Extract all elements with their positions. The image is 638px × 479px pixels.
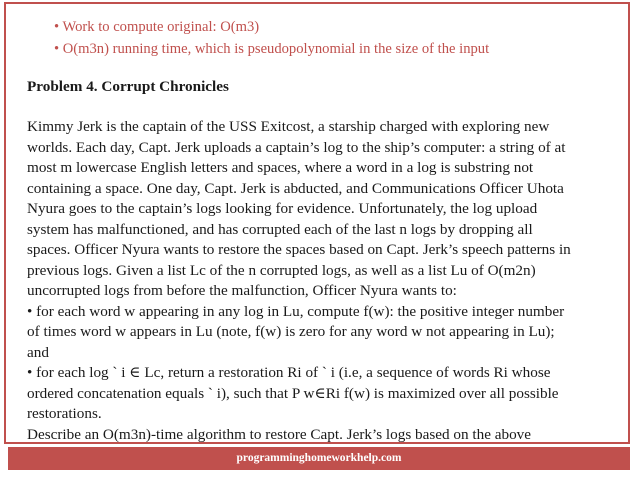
body-line: containing a space. One day, Capt. Jerk is abducted, and Communications Officer Uhota [27, 179, 564, 197]
body-line: • for each word w appearing in any log in Lu, compute f(w): the positive integer number [27, 302, 565, 320]
problem-title: Problem 4. Corrupt Chronicles [27, 78, 229, 95]
body-line: previous logs. Given a list Lc of the n corrupted logs, as well as a list Lu of O(m2n) [27, 261, 536, 279]
bullet-item: • O(m3n) running time, which is pseudopolynomial in the size of the input [54, 41, 490, 57]
body-line: worlds. Each day, Capt. Jerk uploads a captain’s log to the ship’s computer: a string of at [27, 138, 566, 156]
body-line: Kimmy Jerk is the captain of the USS Exitcost, a starship charged with exploring new [27, 118, 550, 135]
body-line: uncorrupted logs from before the malfunction, Officer Nyura wants to: [27, 282, 457, 299]
body-line: most m lowercase English letters and spaces, where a word in a log is substring not [27, 159, 534, 176]
body-line: • for each log ` i ∈ Lc, return a restoration Ri of ` i (i.e, a sequence of words Ri whose [27, 364, 551, 381]
body-line: of times word w appears in Lu (note, f(w) is zero for any word w not appearing in Lu); [27, 323, 555, 340]
body-line: spaces. Officer Nyura wants to restore the spaces based on Capt. Jerk’s speech patterns in [27, 241, 571, 258]
body-line: and [27, 343, 49, 361]
bullet-list [54, 16, 489, 60]
body-line: restorations. [27, 405, 102, 422]
footer-website-link[interactable]: programminghomeworkhelp.com [236, 452, 402, 464]
problem-body [27, 117, 623, 466]
body-line: system has malfunctioned, and has corrupted each of the last n logs by dropping all [27, 220, 533, 238]
body-line: Describe an O(m3n)-time algorithm to restore Capt. Jerk’s logs based on the above [27, 425, 532, 443]
body-line: ordered concatenation equals ` i), such that P w∈Ri f(w) is maximized over all possible [27, 384, 559, 402]
bullet-item: • Work to compute original: O(m3) [54, 19, 260, 35]
body-line: Nyura goes to the captain’s logs looking for evidence. Unfortunately, the log upload [27, 200, 538, 217]
footer-bar [8, 447, 630, 470]
